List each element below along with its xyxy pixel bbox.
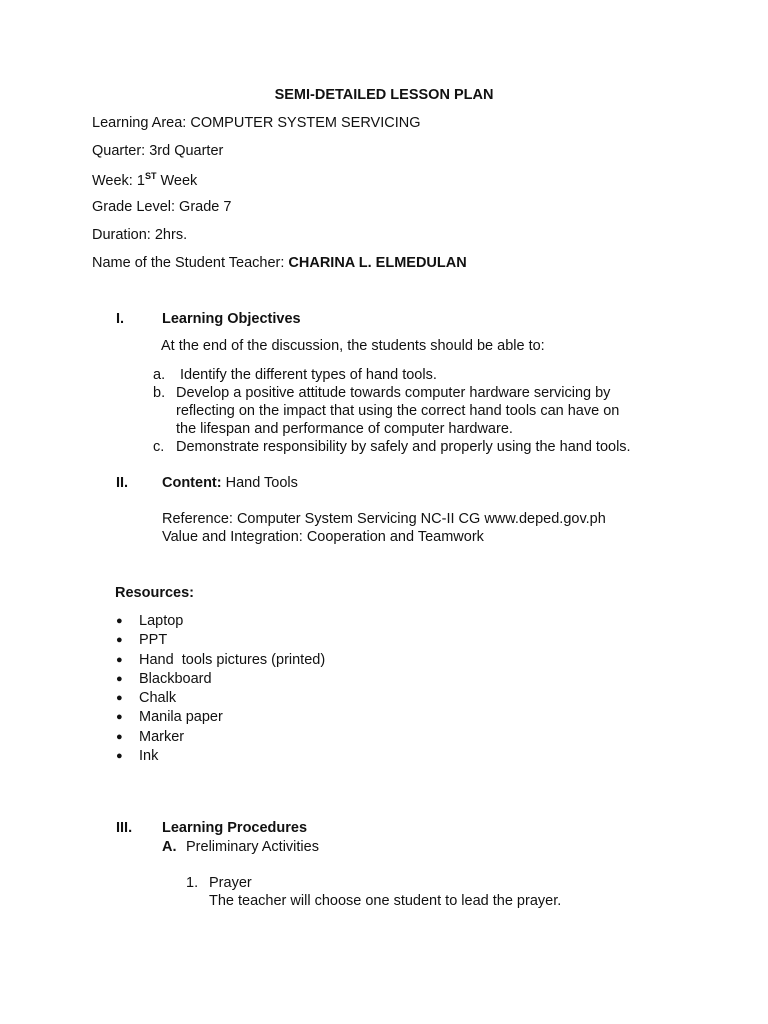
values-line: Value and Integration: Cooperation and Teamwork bbox=[162, 529, 484, 545]
objective-b-marker: b. bbox=[153, 385, 166, 401]
objective-b-line1: Develop a positive attitude towards computer hardware servicing by bbox=[176, 385, 611, 401]
duration: Duration: 2hrs. bbox=[92, 227, 188, 243]
resources-heading: Resources: bbox=[115, 585, 194, 601]
week bbox=[92, 171, 197, 189]
week-prefix: Week: 1 bbox=[92, 173, 145, 189]
document-page: SEMI-DETAILED LESSON PLAN Learning Area: COMPUTER SYSTEM SERVICING Quarter: 3rd Quarter Week: 1ST Week Grade Level: Grade 7 Duration: 2hrs. Name of the Student Teacher: CHARINA L. ELMEDULAN I. Learning Objectives At the end of the discussion, the students should be able to: a. Identify the different types of hand tools. b. Develop a positive attitude towards computer hardware servicing by reflecting on the impact that using the correct hand tools can have on the lifespan and performance of computer hardware. c. Demonstrate responsibility by safely and properly using the hand tools. II. Content: Hand Tools Reference: Computer System Servicing NC-II CG www.deped.gov.ph Value and Integration: Cooperation and Teamwork Resources: ● Laptop ● PPT ● Hand tools pictures (printed) ● Blackboard ● Chalk ● Manila paper ● Marker ● Ink III. Learning Procedures A. Preliminary Activities 1. Prayer The teacher will choose one student to lead the prayer. bbox=[0, 0, 768, 1024]
objective-c-marker: c. bbox=[153, 439, 165, 455]
content-line bbox=[162, 475, 298, 491]
bullet-icon: ● bbox=[116, 711, 123, 723]
reference-line: Reference: Computer System Servicing NC-II CG www.deped.gov.ph bbox=[162, 511, 606, 527]
teacher-label: Name of the Student Teacher: bbox=[92, 255, 289, 271]
bullet-icon: ● bbox=[116, 615, 123, 627]
section2-numeral: II. bbox=[116, 475, 129, 491]
learning-area: Learning Area: COMPUTER SYSTEM SERVICING bbox=[92, 115, 421, 131]
subsection-a-heading: Preliminary Activities bbox=[186, 839, 319, 855]
bullet-icon: ● bbox=[116, 634, 123, 646]
section3-numeral: III. bbox=[116, 820, 133, 836]
teacher-name: CHARINA L. ELMEDULAN bbox=[288, 255, 467, 271]
objective-c-text: Demonstrate responsibility by safely and properly using the hand tools. bbox=[176, 439, 631, 455]
objectives-intro: At the end of the discussion, the students should be able to: bbox=[161, 338, 545, 354]
subsection-a-marker: A. bbox=[162, 839, 177, 855]
step-text: The teacher will choose one student to lead the prayer. bbox=[209, 893, 562, 909]
student-teacher bbox=[92, 255, 467, 271]
content-heading: Content: bbox=[162, 475, 222, 491]
document-title: SEMI-DETAILED LESSON PLAN bbox=[274, 87, 494, 103]
quarter: Quarter: 3rd Quarter bbox=[92, 143, 224, 159]
objective-a-text: Identify the different types of hand tools. bbox=[180, 367, 437, 383]
bullet-icon: ● bbox=[116, 673, 123, 685]
bullet-icon: ● bbox=[116, 654, 123, 666]
section1-heading: Learning Objectives bbox=[162, 311, 301, 327]
step-number: 1. bbox=[186, 875, 199, 891]
objective-a-marker: a. bbox=[153, 367, 166, 383]
content-value: Hand Tools bbox=[221, 475, 298, 491]
section1-numeral: I. bbox=[116, 311, 125, 327]
step-title: Prayer bbox=[209, 875, 252, 891]
objective-b-line2: reflecting on the impact that using the correct hand tools can have on bbox=[176, 403, 620, 419]
bullet-icon: ● bbox=[116, 731, 123, 743]
week-superscript: ST bbox=[144, 171, 157, 181]
section3-heading: Learning Procedures bbox=[162, 820, 308, 836]
week-suffix: Week bbox=[156, 173, 198, 189]
objective-b-line3: the lifespan and performance of computer hardware. bbox=[176, 421, 513, 437]
grade-level: Grade Level: Grade 7 bbox=[92, 199, 232, 215]
bullet-icon: ● bbox=[116, 750, 123, 762]
bullet-icon: ● bbox=[116, 692, 123, 704]
